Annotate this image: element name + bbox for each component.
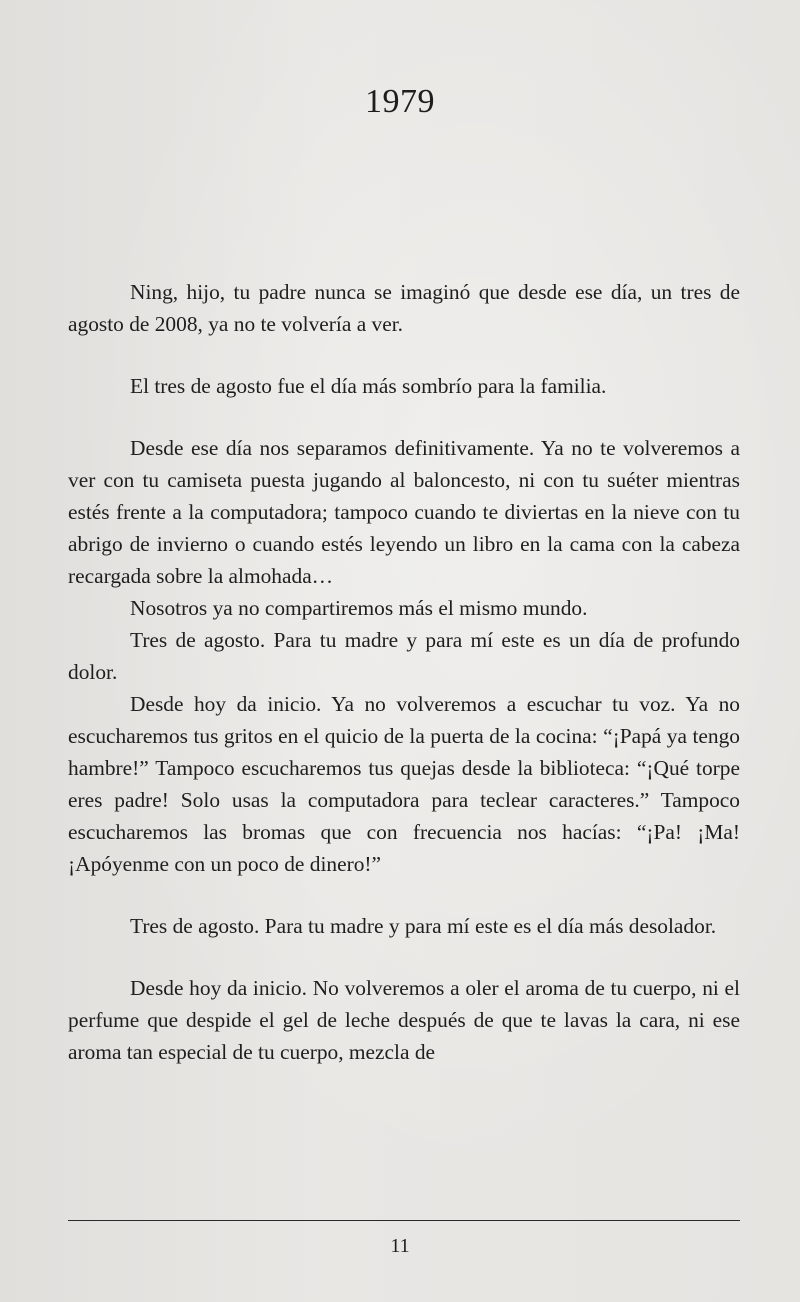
chapter-title: 1979 <box>365 83 435 120</box>
paragraph-2: El tres de agosto fue el día más sombrío para la familia. <box>130 374 607 398</box>
paragraph-6: Desde hoy da inicio. Ya no volveremos a escuchar tu voz. Ya no escucharemos tus gritos en el quicio de la puerta de la cocina: “¡Papá ya tengo hambre!” Tampoco escucharemos tus quejas desde la biblioteca: “¡Qué torpe eres padre! Solo usas la computadora para teclear caracteres.” Tampoco escucharemos las bromas que con frecuencia nos hacías: “¡Pa! ¡Ma! ¡Apóyenme con un poco de dinero!” <box>68 692 740 876</box>
paragraph-3: Desde ese día nos separamos definitivamente. Ya no te volveremos a ver con tu camiseta puesta jugando al baloncesto, ni con tu suéter mientras estés frente a la computadora; tampoco cuando te diviertas en la nieve con tu abrigo de invierno o cuando estés leyendo un libro en la cama con la cabeza recargada sobre la almohada… <box>68 436 740 588</box>
footer-rule <box>68 1220 740 1221</box>
paragraph-5: Tres de agosto. Para tu madre y para mí este es un día de profundo dolor. <box>68 628 740 684</box>
paragraph-1: Ning, hijo, tu padre nunca se imaginó que desde ese día, un tres de agosto de 2008, ya no te volvería a ver. <box>68 280 740 336</box>
paragraph-7: Tres de agosto. Para tu madre y para mí este es el día más desolador. <box>130 914 717 938</box>
body-text <box>68 276 740 1068</box>
paragraph-8: Desde hoy da inicio. No volveremos a oler el aroma de tu cuerpo, ni el perfume que despide el gel de leche después de que te lavas la cara, ni ese aroma tan especial de tu cuerpo, mezcla de <box>68 976 740 1064</box>
page-number: 11 <box>390 1235 410 1257</box>
paragraph-4: Nosotros ya no compartiremos más el mismo mundo. <box>130 596 588 620</box>
